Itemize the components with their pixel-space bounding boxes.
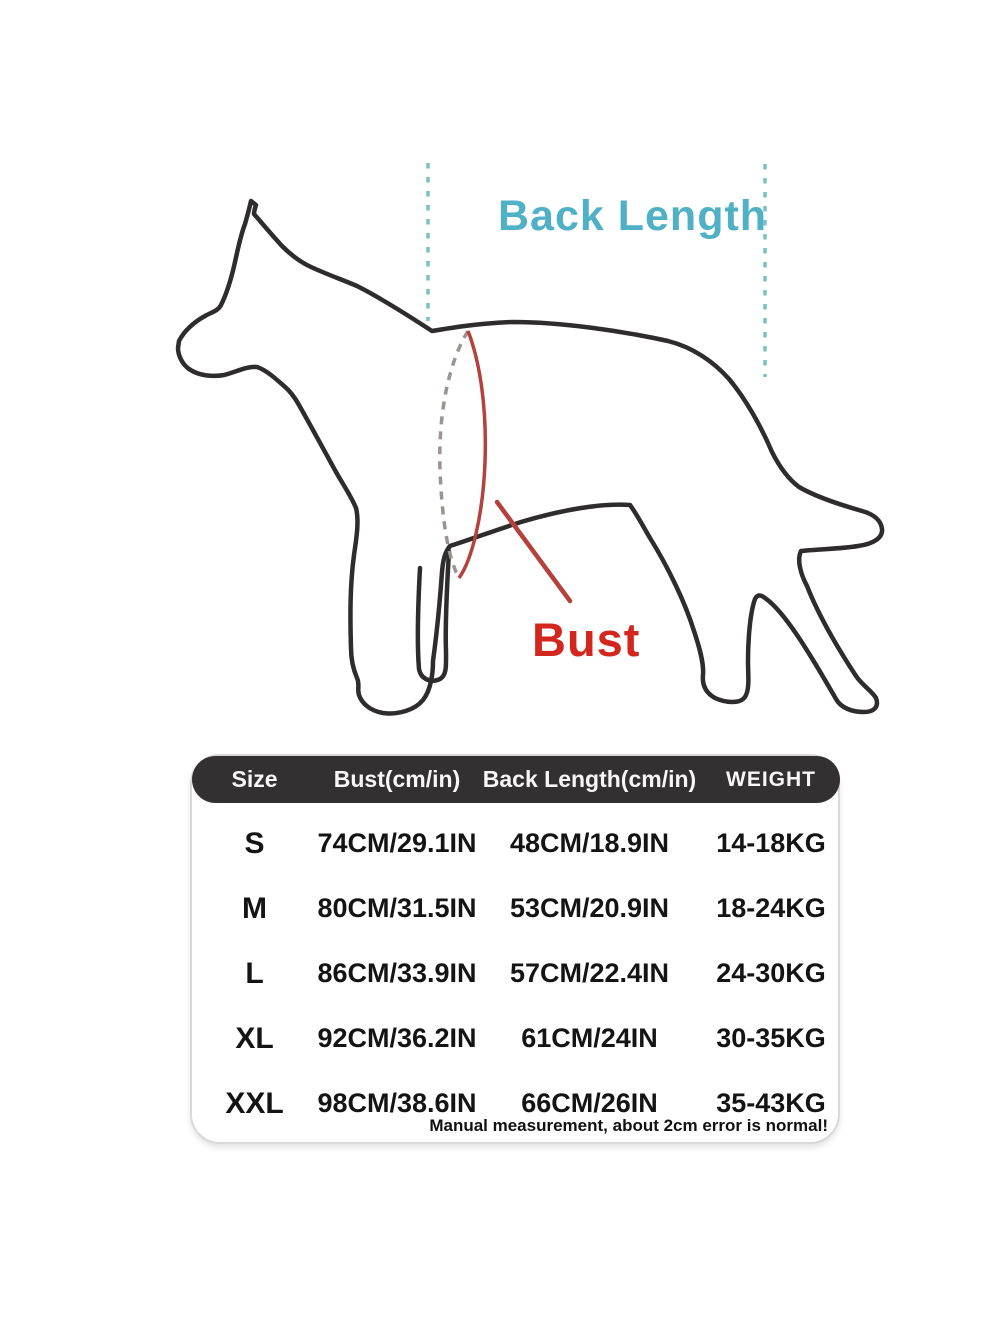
cell-size: M	[242, 891, 267, 925]
measurement-note: Manual measurement, about 2cm error is normal!	[429, 1116, 828, 1135]
cell-size: S	[244, 826, 265, 860]
table-row-m	[192, 876, 840, 941]
cell-weight: 24-30KG	[716, 958, 826, 988]
cell-weight: 14-18KG	[716, 828, 826, 858]
header-back-length: Back Length(cm/in)	[482, 766, 697, 792]
table-row-xl	[192, 1006, 840, 1071]
size-table-header	[192, 756, 840, 803]
cell-back-length: 53CM/20.9IN	[509, 893, 670, 923]
header-size: Size	[231, 766, 278, 792]
dog-outline	[178, 201, 882, 713]
size-table-rows	[192, 803, 840, 1136]
cell-weight: 30-35KG	[716, 1023, 826, 1053]
header-bust: Bust(cm/in)	[333, 766, 461, 792]
table-row-l	[192, 941, 840, 1006]
cell-bust: 98CM/38.6IN	[317, 1088, 477, 1118]
size-table-card	[190, 754, 840, 1144]
cell-bust: 80CM/31.5IN	[317, 893, 477, 923]
cell-bust: 92CM/36.2IN	[317, 1023, 477, 1053]
cell-back-length: 48CM/18.9IN	[509, 828, 670, 858]
cell-back-length: 61CM/24IN	[521, 1023, 658, 1053]
back-length-label: Back Length	[498, 192, 768, 240]
cell-size: L	[245, 956, 264, 990]
header-weight: WEIGHT	[726, 767, 816, 791]
cell-bust: 74CM/29.1IN	[317, 828, 477, 858]
cell-weight: 35-43KG	[716, 1088, 826, 1118]
cell-back-length: 66CM/26IN	[521, 1088, 658, 1118]
cell-size: XXL	[225, 1086, 284, 1120]
cell-size: XL	[235, 1021, 274, 1055]
table-row-s	[192, 811, 840, 876]
cell-weight: 18-24KG	[716, 893, 826, 923]
bust-label: Bust	[532, 613, 641, 666]
cell-bust: 86CM/33.9IN	[317, 958, 477, 988]
cell-back-length: 57CM/22.4IN	[509, 958, 670, 988]
